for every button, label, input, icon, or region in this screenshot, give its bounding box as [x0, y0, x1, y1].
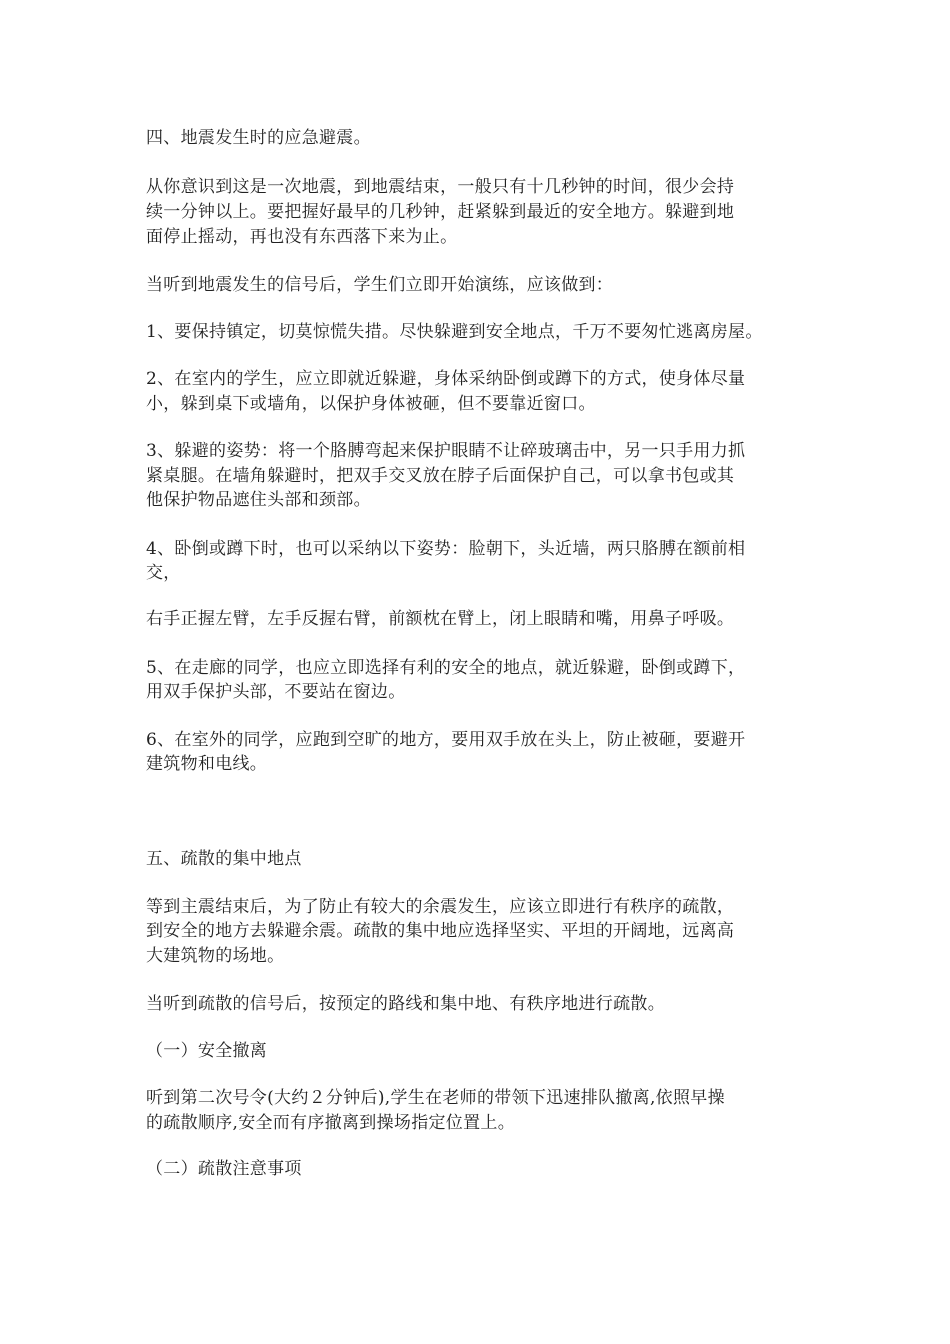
item1: 1、要保持镇定，切莫惊慌失措。尽快躲避到安全地点，千万不要匆忙逃离房屋。 — [146, 322, 763, 342]
section5-p2: 当听到疏散的信号后，按预定的路线和集中地、有秩序地进行疏散。 — [146, 994, 665, 1014]
section5-p1-line2: 到安全的地方去躲避余震。疏散的集中地应选择坚实、平坦的开阔地，远离高 — [146, 921, 735, 941]
item4b: 右手正握左臂，左手反握右臂，前额枕在臂上，闭上眼睛和嘴，用鼻子呼吸。 — [146, 609, 735, 629]
section5-p1-line3: 大建筑物的场地。 — [146, 946, 285, 966]
sub2-heading: （二）疏散注意事项 — [146, 1159, 302, 1179]
item2-line2: 小，躲到桌下或墙角，以保护身体被砸，但不要靠近窗口。 — [146, 394, 596, 414]
item6-line1: 6、在室外的同学，应跑到空旷的地方，要用双手放在头上，防止被砸，要避开 — [146, 730, 746, 750]
item4-line1: 4、卧倒或蹲下时，也可以采纳以下姿势：脸朝下，头近墙，两只胳膊在额前相 — [146, 539, 746, 559]
section4-p2: 当听到地震发生的信号后，学生们立即开始演练，应该做到： — [146, 275, 614, 295]
sub1-text-line1: 听到第二次号令(大约２分钟后),学生在老师的带领下迅速排队撤离,依照早操 — [146, 1088, 725, 1108]
item3-line2: 紧桌腿。在墙角躲避时，把双手交叉放在脖子后面保护自己，可以拿书包或其 — [146, 466, 735, 486]
item6-line2: 建筑物和电线。 — [146, 754, 268, 774]
section4-p1-line2: 续一分钟以上。要把握好最早的几秒钟，赶紧躲到最近的安全地方。躲避到地 — [146, 202, 735, 222]
section4-p1-line3: 面停止摇动，再也没有东西落下来为止。 — [146, 227, 458, 247]
item4-line2: 交， — [146, 563, 181, 583]
section5-p1-line1: 等到主震结束后，为了防止有较大的余震发生，应该立即进行有秩序的疏散， — [146, 897, 735, 917]
section5-heading: 五、疏散的集中地点 — [146, 849, 302, 869]
item2-line1: 2、在室内的学生，应立即就近躲避，身体采纳卧倒或蹲下的方式，使身体尽量 — [146, 369, 746, 389]
item5-line1: 5、在走廊的同学，也应立即选择有利的安全的地点，就近躲避，卧倒或蹲下， — [146, 658, 746, 678]
sub1-text-line2: 的疏散顺序,安全而有序撤离到操场指定位置上。 — [146, 1113, 516, 1133]
item5-line2: 用双手保护头部，不要站在窗边。 — [146, 682, 406, 702]
sub1-heading: （一）安全撤离 — [146, 1041, 268, 1061]
item3-line3: 他保护物品遮住头部和颈部。 — [146, 490, 371, 510]
section4-heading: 四、地震发生时的应急避震。 — [146, 128, 371, 148]
section4-p1-line1: 从你意识到这是一次地震，到地震结束，一般只有十几秒钟的时间，很少会持 — [146, 177, 735, 197]
item3-line1: 3、躲避的姿势：将一个胳膊弯起来保护眼睛不让碎玻璃击中，另一只手用力抓 — [146, 441, 746, 461]
